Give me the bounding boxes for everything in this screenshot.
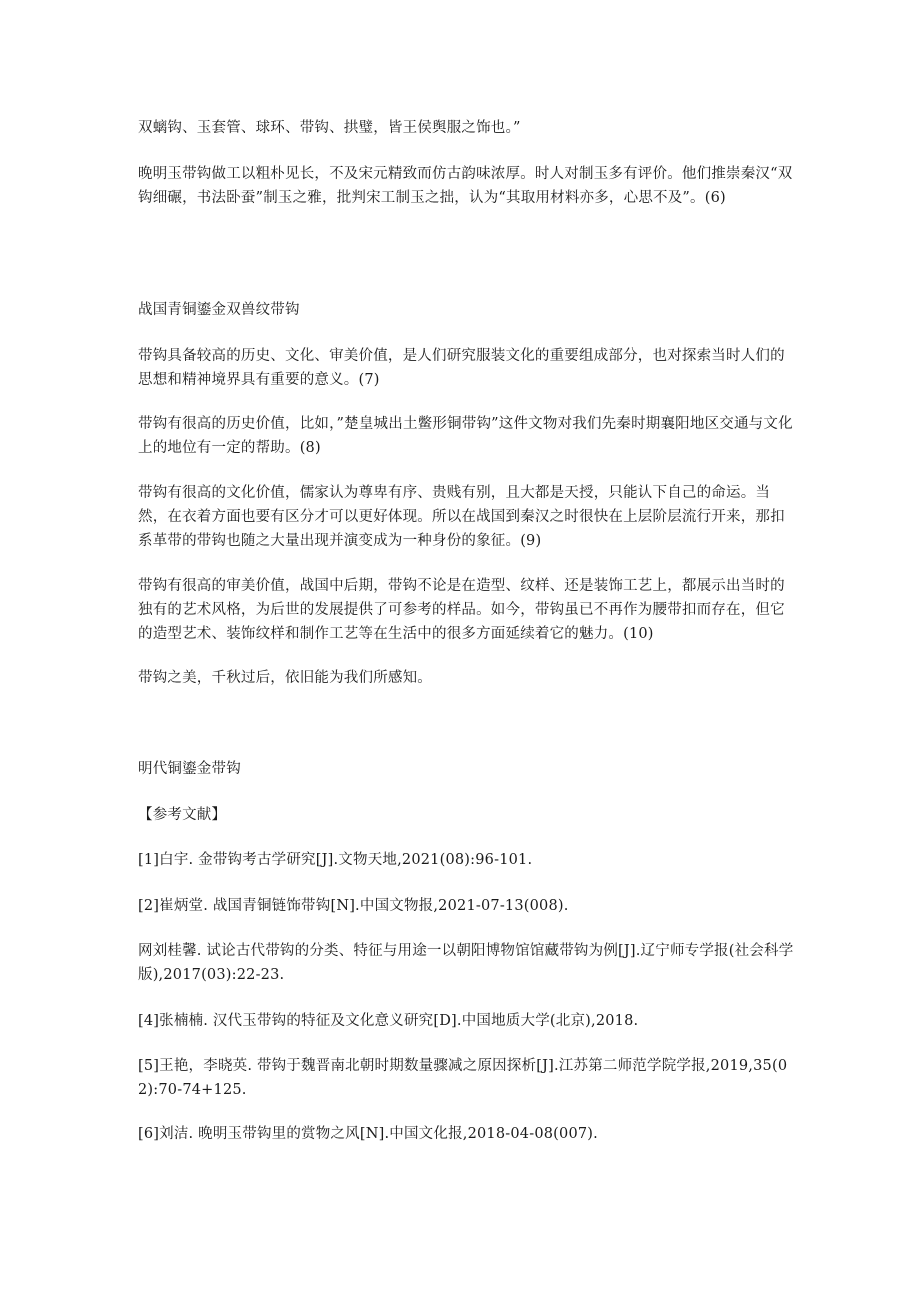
reference-item: [1]白宇. 金带钩考古学研究[J].文物天地,2021(08):96-101. <box>138 852 533 868</box>
reference-item: [2]崔炳堂. 战国青铜链饰带钩[N].中国文物报,2021-07-13(008). <box>138 898 569 914</box>
references-title: 【参考文献】 <box>138 807 227 823</box>
paragraph-conclusion: 带钩之美，千秋过后，依旧能为我们所感知。 <box>138 670 432 686</box>
paragraph-intro: 双螭钩、玉套管、球环、带钩、拱璧，皆王侯舆服之饰也。” <box>138 120 521 136</box>
paragraph-late-ming-jade: 晚明玉带钩做工以粗朴见长，不及宋元精致而仿古韵味浓厚。时人对制玉多有评价。他们推崇秦汉“双钩细碾，书法卧蚕”制玉之雅，批判宋工制玉之拙，认为“其取用材料亦多，心思不及”。(6) <box>138 166 793 206</box>
image-caption-warring-states: 战国青铜鎏金双兽纹带钩 <box>138 302 300 318</box>
reference-item: [4]张楠楠. 汉代玉带钩的特征及文化意义研究[D].中国地质大学(北京),2018. <box>138 1013 639 1029</box>
reference-item: 网刘桂馨. 试论古代带钩的分类、特征与用途一以朝阳博物馆馆藏带钩为例[J].辽宁师专学报(社会科学版),2017(03):22-23. <box>138 943 794 983</box>
reference-item: [5]王艳，李晓英. 带钩于魏晋南北朝时期数量骤减之原因探析[J].江苏第二师范学院学报,2019,35(02):70-74+125. <box>138 1058 788 1098</box>
paragraph-cultural-value: 带钩有很高的文化价值，儒家认为尊卑有序、贵贱有别，且大都是天授，只能认下自己的命运。当然，在衣着方面也要有区分才可以更好体现。所以在战国到秦汉之时很快在上层阶层流行开来，那扣系革带的带钩也随之大量出现并演变成为一种身份的象征。(9) <box>138 485 785 549</box>
paragraph-value-overview: 带钩具备较高的历史、文化、审美价值，是人们研究服装文化的重要组成部分，也对探索当时人们的思想和精神境界具有重要的意义。(7) <box>138 348 785 388</box>
reference-item: [6]刘洁. 晚明玉带钩里的赏物之风[N].中国文化报,2018-04-08(007). <box>138 1126 598 1142</box>
paragraph-aesthetic-value: 带钩有很高的审美价值，战国中后期，带钩不论是在造型、纹样、还是装饰工艺上，都展示出当时的独有的艺术风格，为后世的发展提供了可参考的样品。如今，带钩虽已不再作为腰带扣而存在，但它的造型艺术、装饰纹样和制作工艺等在生活中的很多方面延续着它的魅力。(10) <box>138 578 785 642</box>
image-caption-ming: 明代铜鎏金带钩 <box>138 761 241 777</box>
paragraph-historical-value: 带钩有很高的历史价值，比如，”楚皇城出土鳖形铜带钩”这件文物对我们先秦时期襄阳地区交通与文化上的地位有一定的帮助。(8) <box>138 416 793 456</box>
